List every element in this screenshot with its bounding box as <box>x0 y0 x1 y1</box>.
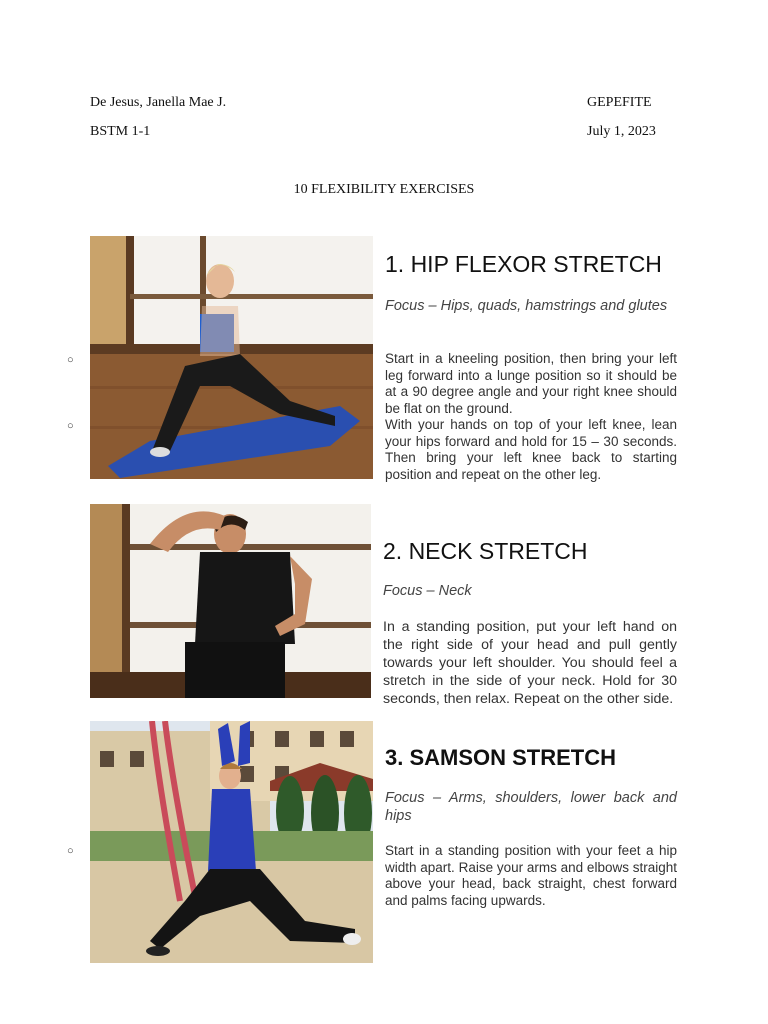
student-name: De Jesus, Janella Mae J. <box>90 95 227 110</box>
neck-stretch-photo <box>90 504 371 698</box>
exercise-title: 2. NECK STRETCH <box>383 538 588 564</box>
exercise-focus: Focus – Neck <box>383 583 472 599</box>
student-section: BSTM 1-1 <box>90 124 151 139</box>
exercise-description <box>385 843 677 909</box>
exercise-description <box>383 618 677 708</box>
list-bullet: ○ <box>67 354 74 366</box>
exercise-title: 1. HIP FLEXOR STRETCH <box>385 251 662 277</box>
course-code: GEPEFITE <box>587 95 652 110</box>
document-title: 10 FLEXIBILITY EXERCISES <box>293 182 475 197</box>
list-bullet: ○ <box>67 845 74 857</box>
description-paragraph: With your hands on top of your left knee, lean your hips forward and hold for 15 – 30 seconds. Then bring your left knee back to starting position and repeat on the other leg. <box>385 417 677 482</box>
samson-stretch-photo <box>90 721 373 963</box>
exercise-focus: Focus – Arms, shoulders, lower back and hips <box>385 790 677 824</box>
list-bullet: ○ <box>67 420 74 432</box>
description-paragraph: Start in a kneeling position, then bring your left leg forward into a lunge position so it should be at a 90 degree angle and your right knee should be flat on the ground. <box>385 351 677 416</box>
exercise-focus: Focus – Hips, quads, hamstrings and glutes <box>385 298 668 314</box>
description-paragraph: Start in a standing position with your feet a hip width apart. Raise your arms and elbows straight above your head, back straight, chest forward and palms facing upwards. <box>385 843 677 908</box>
document-date: July 1, 2023 <box>587 124 656 139</box>
hip-flexor-stretch-photo <box>90 236 373 479</box>
description-paragraph: In a standing position, put your left hand on the right side of your head and pull gently towards your left shoulder. You should feel a stretch in the side of your neck. Hold for 30 seconds, then relax. Repeat on the other side. <box>383 619 677 707</box>
exercise-description <box>385 351 677 483</box>
exercise-title: 3. SAMSON STRETCH <box>385 745 617 770</box>
